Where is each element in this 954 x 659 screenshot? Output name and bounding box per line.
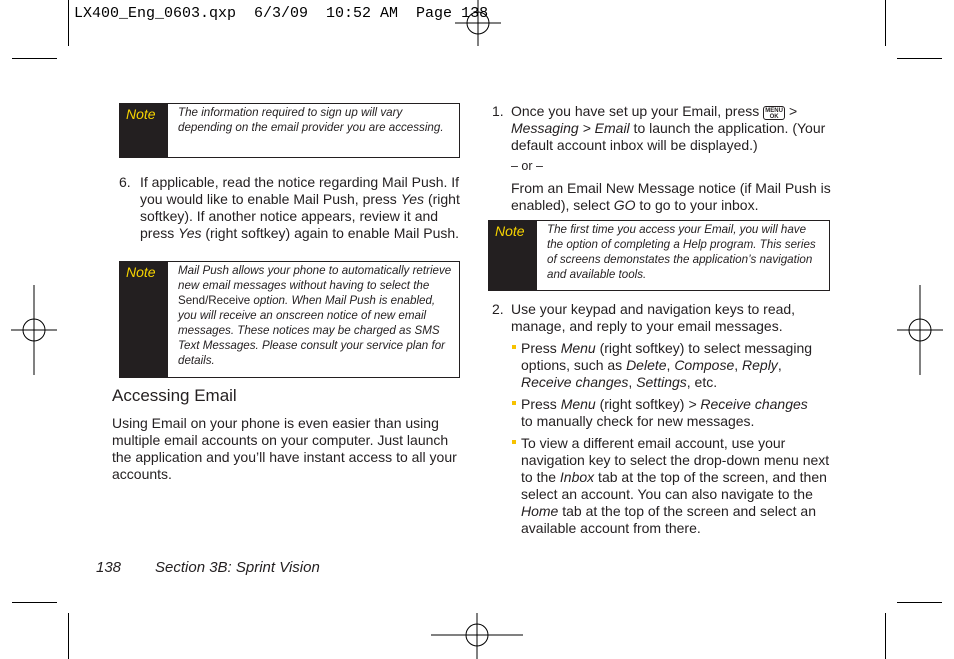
or-separator: – or – — [511, 159, 543, 173]
tab-inbox: Inbox — [559, 469, 595, 485]
note-text — [168, 262, 459, 377]
bullet-text-part: Press — [521, 396, 561, 412]
bullet-text-part: , etc. — [686, 374, 718, 390]
bullet-text-part: To view a different email account, use your navigation key to select the drop-down menu next to the — [521, 435, 830, 485]
note-text: The first time you access your Email, you will have the option of completing a Help program. This series of screens demonstates the application’s navigation and available tools. — [547, 223, 816, 281]
note-label: Note — [120, 104, 168, 157]
crop-mark — [885, 613, 886, 659]
step-text-part: (right softkey). If another notice appears, review it and press — [140, 191, 460, 241]
note-mail-push — [119, 261, 460, 378]
bullet-marker — [512, 440, 516, 444]
note-text-part: Mail Push allows your phone to automatically retrieve new email messages without having to select the — [178, 264, 452, 292]
registration-mark — [431, 613, 523, 659]
bullet-item — [521, 435, 833, 537]
file-slug: LX400_Eng_0603.qxp 6/3/09 10:52 AM Page 138 — [74, 5, 489, 22]
bullet-text-part: (right softkey) — [595, 396, 689, 412]
menu-path: Messaging > Email — [511, 120, 630, 136]
bullet-marker — [512, 401, 516, 405]
crop-mark — [68, 613, 69, 659]
step-text-part: Once you have set up your Email, press — [511, 103, 764, 119]
step-text-alt — [511, 180, 837, 214]
step-text — [492, 103, 837, 214]
bullet-item — [521, 396, 821, 430]
step-text — [119, 174, 464, 242]
crop-mark — [897, 602, 942, 603]
bullet-text-part: (right softkey) to select messaging options, such as — [521, 340, 813, 373]
separator: , — [777, 357, 782, 373]
note-text-part: option. When Mail Push is enabled, you will receive an onscreen notice of new email messages. These notices may be charged as SMS Text Messages. Please consult your service plan for details. — [178, 294, 446, 367]
step-text-part: (right softkey) again to enable Mail Push. — [201, 225, 460, 241]
bullet-text-part: Press — [521, 340, 561, 356]
registration-mark — [11, 285, 57, 375]
step-text-part: to launch the application. (Your default account inbox will be displayed.) — [511, 120, 826, 153]
step-number: 1. — [492, 103, 504, 119]
step-2 — [492, 301, 832, 335]
menu-path: > Receive changes — [688, 396, 808, 412]
bullet-text-part: tab at the top of the screen, and then select an account. You can also navigate to the — [521, 469, 827, 502]
softkey-menu: Menu — [560, 396, 596, 412]
softkey-go: GO — [613, 197, 636, 213]
softkey-menu: Menu — [560, 340, 596, 356]
softkey-yes: Yes — [178, 225, 202, 241]
tab-home: Home — [521, 503, 559, 519]
registration-mark — [897, 285, 943, 375]
step-text-part: If applicable, read the notice regarding Mail Push. If you would like to enable Mail Push, press — [140, 174, 460, 207]
separator: , — [666, 357, 675, 373]
note-label: Note — [120, 262, 168, 377]
option-reply: Reply — [742, 357, 778, 373]
separator: , — [734, 357, 743, 373]
step-text-part: to go to your inbox. — [635, 197, 759, 213]
bullet-marker — [512, 345, 516, 349]
note-sign-up — [119, 103, 460, 158]
separator: , — [628, 374, 637, 390]
section-heading: Accessing Email — [112, 386, 237, 405]
option-receive-changes: Receive changes — [521, 374, 629, 390]
note-text: The information required to sign up will vary depending on the email provider you are accessing. — [178, 106, 444, 134]
menu-ok-key-icon: MENU OK — [763, 106, 785, 120]
crop-mark — [885, 0, 886, 46]
page-number: 138 — [96, 559, 122, 576]
step-text-part: > — [785, 103, 798, 119]
bullet-text-part: to manually check for new messages. — [521, 413, 755, 429]
option-compose: Compose — [674, 357, 735, 373]
bullet-item — [521, 340, 833, 391]
crop-mark — [68, 0, 69, 46]
softkey-yes: Yes — [400, 191, 425, 207]
bullet-text-part: tab at the top of the screen and select an available account from there. — [521, 503, 816, 536]
step-text-part: From an Email New Message notice (if Mail Push is enabled), select — [511, 180, 831, 213]
note-label: Note — [489, 221, 537, 290]
step-6 — [119, 174, 464, 242]
step-text: Use your keypad and navigation keys to read, manage, and reply to your email messages. — [511, 301, 796, 334]
step-1 — [492, 103, 837, 214]
section-title: Section 3B: Sprint Vision — [155, 559, 320, 576]
intro-paragraph: Using Email on your phone is even easier than using multiple email accounts on your computer. Just launch the application and you’ll have instant access to all your accounts. — [112, 415, 457, 482]
crop-mark — [12, 58, 57, 59]
option-delete: Delete — [626, 357, 667, 373]
step-number: 2. — [492, 301, 504, 317]
send-receive-option: Send/Receive — [178, 294, 251, 307]
note-help-program — [488, 220, 830, 291]
option-settings: Settings — [636, 374, 687, 390]
step-number: 6. — [119, 174, 131, 190]
crop-mark — [897, 58, 942, 59]
crop-mark — [12, 602, 57, 603]
